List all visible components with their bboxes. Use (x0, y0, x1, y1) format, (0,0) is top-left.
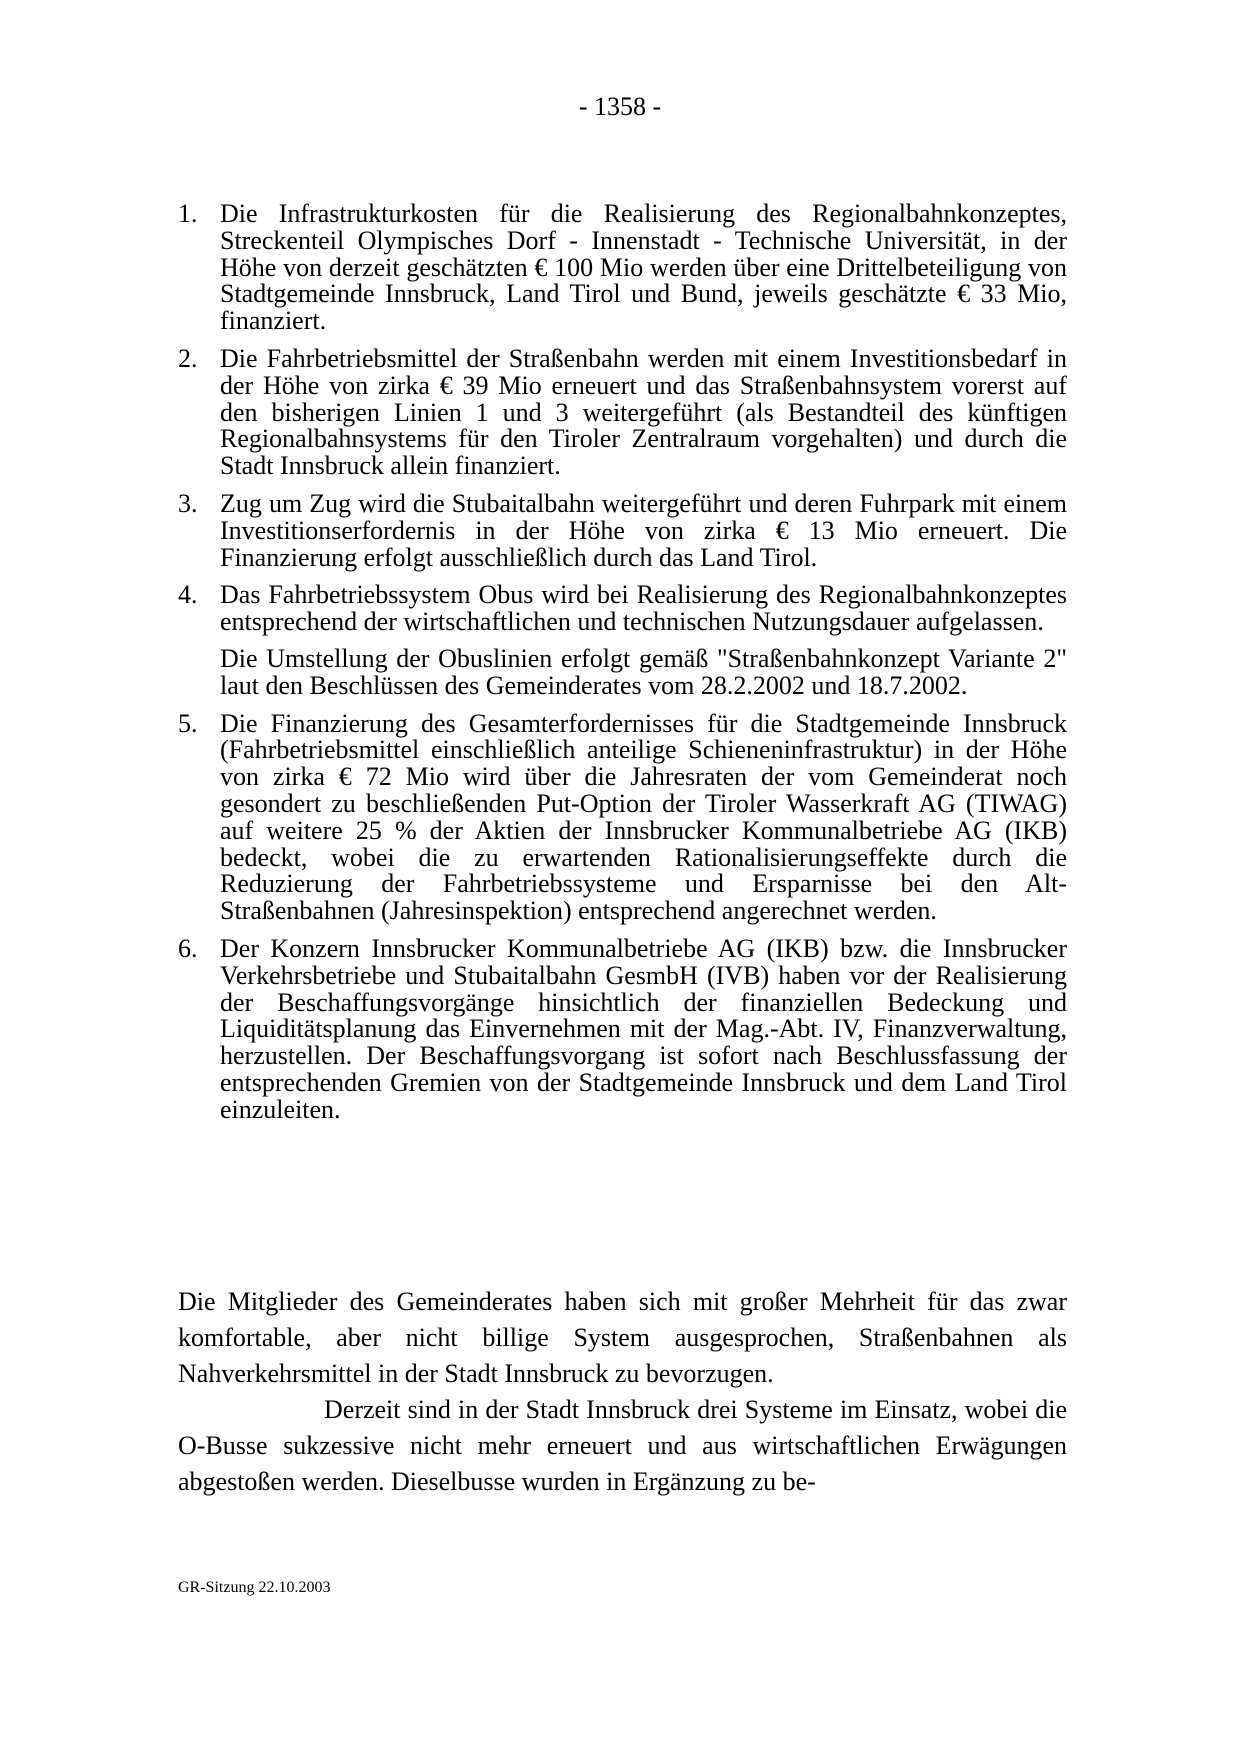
item-number: 5. (178, 708, 198, 738)
item-text: Die Infrastrukturkosten für die Realisierung des Regionalbahnkonzeptes, Streckenteil Olympisches Dorf - Innenstadt - Technische Universität, in der Höhe von derzeit geschätzten € 100 Mio werden über eine Drittelbeteiligung von Stadtgemeinde Innsbruck, Land Tirol und Bund, jeweils geschätzte € 33 Mio, finanziert. (220, 199, 1067, 336)
item-text: Die Fahrbetriebsmittel der Straßenbahn werden mit einem Investitionsbedarf in der Höhe von zirka € 39 Mio erneuert und das Straßenbahnsystem vorerst auf den bisherigen Linien 1 und 3 weitergeführt (als Bestandteil des künftigen Regionalbahnsystems für den Tiroler Zentralraum vorgehalten) und durch die Stadt Innsbruck allein finanziert. (220, 343, 1067, 481)
item-number: 6. (178, 933, 198, 963)
item-number: 4. (178, 580, 198, 610)
body-paragraph: Die Mitglieder des Gemeinderates haben sich mit großer Mehrheit für das zwar komfortable, aber nicht billige System ausgesprochen, Straßenbahnen als Nahverkehrsmittel in der Stadt Innsbruck zu bevorzugen. (178, 1287, 1067, 1388)
page-number: - 1358 - (578, 92, 662, 121)
item-text: Das Fahrbetriebssystem Obus wird bei Realisierung des Regionalbahnkonzeptes entsprechend der wirtschaftlichen und technischen Nutzungsdauer aufgelassen. (220, 580, 1067, 637)
resolution-list (178, 201, 1067, 1135)
list-item (178, 708, 1067, 926)
footer-session-date: GR-Sitzung 22.10.2003 (178, 1579, 331, 1596)
body-text (178, 1284, 1067, 1500)
list-item (178, 933, 1067, 1124)
item-number: 2. (178, 343, 198, 373)
list-item (178, 582, 1067, 699)
item-text: Der Konzern Innsbrucker Kommunalbetriebe AG (IKB) bzw. die Innsbrucker Verkehrsbetriebe und Stubaitalbahn GesmbH (IVB) haben vor der Realisierung der Beschaffungsvorgänge hinsichtlich der finanziellen Bedeckung und Liquiditätsplanung das Einvernehmen mit der Mag.-Abt. IV, Finanzverwaltung, herzustellen. Der Beschaffungsvorgang ist sofort nach Beschlussfassung der entsprechenden Gremien von der Stadtgemeinde Innsbruck und dem Land Tirol einzuleiten. (220, 933, 1067, 1124)
item-text: Die Finanzierung des Gesamterfordernisses für die Stadtgemeinde Innsbruck (Fahrbetriebsmittel einschließlich anteilige Schieneninfrastruktur) in der Höhe von zirka € 72 Mio wird über die Jahresraten der vom Gemeinderat noch gesondert zu beschließenden Put-Option der Tiroler Wasserkraft AG (TIWAG) auf weitere 25 % der Aktien der Innsbrucker Kommunalbetriebe AG (IKB) bedeckt, wobei die zu erwartenden Rationalisierungseffekte durch die Reduzierung der Fahrbetriebssysteme und Ersparnisse bei den Alt-Straßenbahnen (Jahresinspektion) entsprechend angerechnet werden. (220, 708, 1067, 926)
item-text-continuation: Die Umstellung der Obuslinien erfolgt gemäß "Straßenbahnkonzept Variante 2" laut den Beschlüssen des Gemeinderates vom 28.2.2002 und 18.7.2002. (220, 643, 1067, 700)
list-item (178, 201, 1067, 335)
body-paragraph: Derzeit sind in der Stadt Innsbruck drei Systeme im Einsatz, wobei die O-Busse sukzessive nicht mehr erneuert und aus wirtschaftlichen Erwägungen abgestoßen werden. Dieselbusse wurden in Ergänzung zu be- (178, 1395, 1067, 1496)
item-text: Zug um Zug wird die Stubaitalbahn weitergeführt und deren Fuhrpark mit einem Investitionserfordernis in der Höhe von zirka € 13 Mio erneuert. Die Finanzierung erfolgt ausschließlich durch das Land Tirol. (220, 488, 1067, 572)
item-number: 1. (178, 199, 198, 228)
list-item (178, 343, 1067, 481)
item-number: 3. (178, 488, 198, 518)
list-item (178, 488, 1067, 572)
